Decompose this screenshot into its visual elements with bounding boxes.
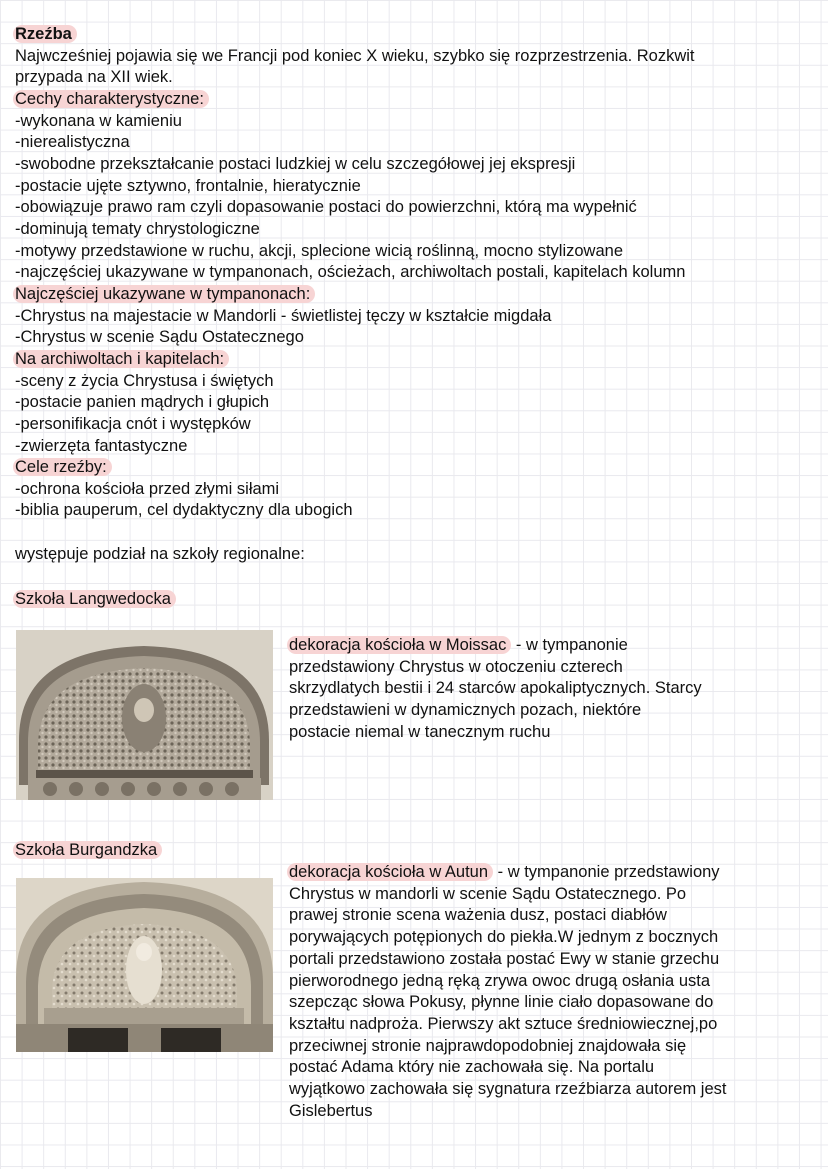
list-item: -Chrystus na majestacie w Mandorli - świetlistej tęczy w kształcie migdała bbox=[15, 307, 552, 325]
text-line: szepcząc słowa Pokusy, płynne linie ciało dopasowane do bbox=[289, 993, 714, 1012]
list-item: -nierealistyczna bbox=[15, 133, 130, 151]
text-line: przeciwnej stronie najprawdopodobniej znajdowała się bbox=[289, 1036, 687, 1055]
intro-line: Najwcześniej pojawia się we Francji pod koniec X wieku, szybko się rozprzestrzenia. Rozkwit bbox=[15, 47, 695, 65]
list-item: -dominują tematy chrystologiczne bbox=[15, 220, 260, 238]
list-item: -postacie ujęte sztywno, frontalnie, hieratycznie bbox=[15, 177, 361, 195]
moissac-highlight: dekoracja kościoła w Moissac bbox=[287, 636, 511, 654]
text-line: przedstawieni w dynamicznych pozach, niektóre bbox=[289, 701, 642, 720]
text-line: Chrystus w mandorli w scenie Sądu Ostatecznego. Po bbox=[289, 884, 687, 903]
text-line: postacie niemal w tanecznym ruchu bbox=[289, 722, 551, 741]
text-line: porywających potępionych do piekła.W jednym z bocznych bbox=[289, 928, 719, 947]
list-item: -wykonana w kamieniu bbox=[15, 112, 182, 130]
list-item: -Chrystus w scenie Sądu Ostatecznego bbox=[15, 328, 304, 346]
text-line: Gislebertus bbox=[289, 1101, 373, 1120]
text-line: kształtu nadproża. Pierwszy akt sztuce średniowiecznej,po bbox=[289, 1014, 718, 1033]
list-item: -swobodne przekształcanie postaci ludzkiej w celu szczegółowej jej ekspresji bbox=[15, 155, 576, 173]
school-heading-burgandzka: Szkoła Burgandzka bbox=[15, 840, 162, 861]
text-line: pierworodnego jedną ręką zrywa owoc drugą osłania usta bbox=[289, 971, 710, 990]
section-heading-tympanum: Najczęściej ukazywane w tympanonach: bbox=[15, 284, 315, 305]
list-item: -postacie panien mądrych i głupich bbox=[15, 393, 270, 411]
text-line: skrzydlatych bestii i 24 starców apokaliptycznych. Starcy bbox=[289, 679, 702, 698]
list-item: -personifikacja cnót i występków bbox=[15, 415, 251, 433]
moissac-tympanum-photo bbox=[16, 630, 273, 800]
autun-tympanum-photo bbox=[16, 878, 273, 1052]
text-line: wyjątkowo zachowała się sygnatura rzeźbiarza autorem jest bbox=[289, 1080, 727, 1099]
intro-line: przypada na XII wiek. bbox=[15, 68, 173, 86]
list-item: -ochrona kościoła przed złymi siłami bbox=[15, 480, 280, 498]
text-line: postać Adama który nie zachowała się. Na portalu bbox=[289, 1058, 655, 1077]
list-item: -obowiązuje prawo ram czyli dopasowanie postaci do powierzchni, którą ma wypełnić bbox=[15, 198, 637, 216]
list-item: -motywy przedstawione w ruchu, akcji, splecione wicią roślinną, mocno stylizowane bbox=[15, 242, 624, 260]
school-heading-langwedocka: Szkoła Langwedocka bbox=[15, 589, 176, 610]
list-item: -zwierzęta fantastyczne bbox=[15, 437, 188, 455]
list-item: -biblia pauperum, cel dydaktyczny dla ubogich bbox=[15, 501, 353, 519]
section-heading-features: Cechy charakterystyczne: bbox=[15, 89, 209, 110]
autun-description: dekoracja kościoła w Autun - w tympanonie przedstawiony Chrystus w mandorli w scenie Sądu Ostatecznego. Po prawej stronie scena ważenia dusz, postaci diabłów porywających potępionych do piekła.W jednym z bocznych portali przedstawiono została postać Ewy w stanie grzechu pierworodnego jedną ręką zrywa owoc drugą osłania usta szepcząc słowa Pokusy, płynne linie ciało dopasowane do kształtu nadproża. Pierwszy akt sztuce średniowiecznej,po przeciwnej stronie najprawdopodobniej znajdowała się postać Adama który nie zachowała się. Na portalu wyjątkowo zachowała się sygnatura rzeźbiarza autorem jest Gislebertus bbox=[289, 862, 789, 1122]
section-heading-goals: Cele rzeźby: bbox=[15, 457, 112, 478]
list-item: -sceny z życia Chrystusa i świętych bbox=[15, 372, 274, 390]
section-heading-archivolts: Na archiwoltach i kapitelach: bbox=[15, 349, 229, 370]
text-line: przedstawiony Chrystus w otoczeniu czterech bbox=[289, 657, 623, 676]
moissac-description: dekoracja kościoła w Moissac - w tympanonie przedstawiony Chrystus w otoczeniu czterech skrzydlatych bestii i 24 starców apokaliptycznych. Starcy przedstawieni w dynamicznych pozach, niektóre postacie niemal w tanecznym ruchu bbox=[289, 635, 789, 744]
text-line: portali przedstawiono została postać Ewy w stanie grzechu bbox=[289, 949, 720, 968]
text-line: prawej stronie scena ważenia dusz, postaci diabłów bbox=[289, 906, 667, 925]
regional-schools-intro: występuje podział na szkoły regionalne: bbox=[15, 545, 305, 563]
page-title: Rzeźba bbox=[15, 24, 77, 45]
autun-highlight: dekoracja kościoła w Autun bbox=[287, 863, 493, 881]
list-item: -najczęściej ukazywane w tympanonach, ościeżach, archiwoltach postali, kapitelach kolumn bbox=[15, 263, 686, 281]
